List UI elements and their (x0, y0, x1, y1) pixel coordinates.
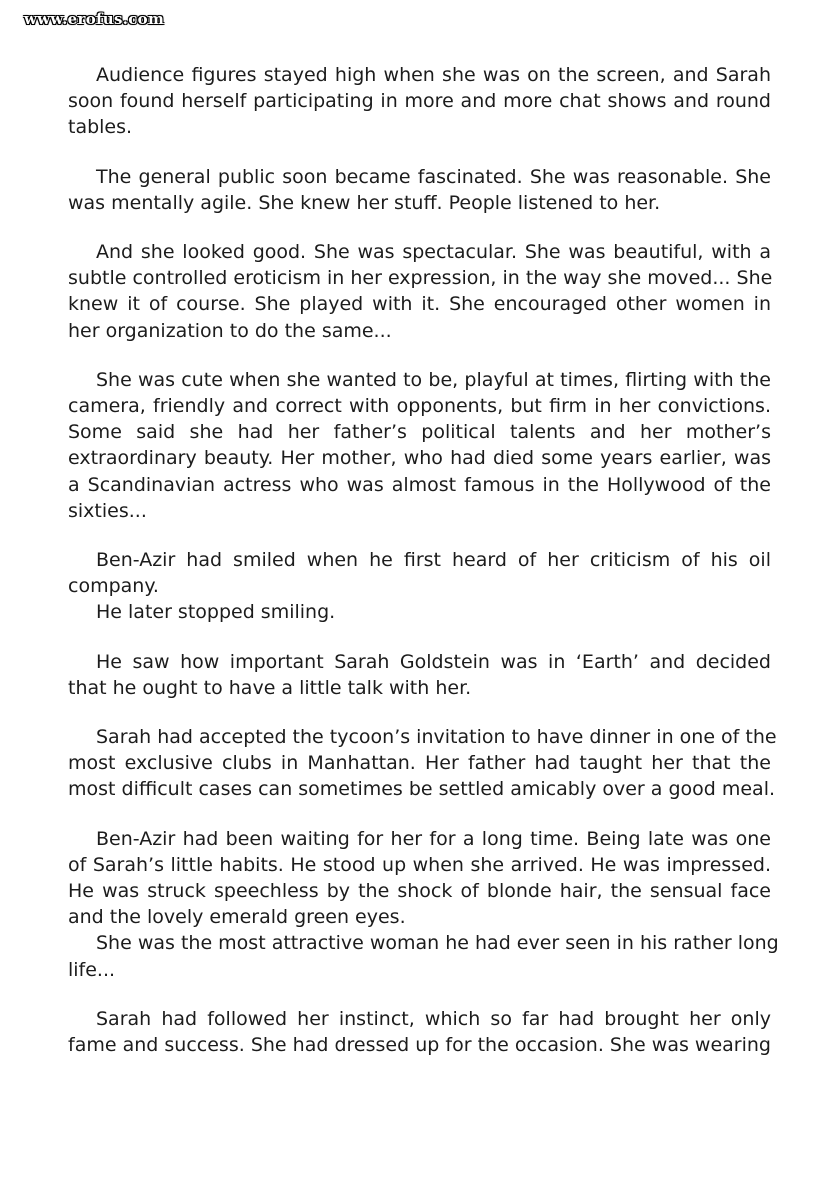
paragraph (68, 826, 779, 983)
text-line: The general public soon became fascinated. She was reasonable. She (96, 165, 771, 188)
document-body (68, 62, 779, 1081)
text-line: company. (68, 575, 159, 598)
text-line: He was struck speechless by the shock of blonde hair, the sensual face (68, 880, 771, 903)
text-line: Audience figures stayed high when she was on the screen, and Sarah (96, 64, 771, 86)
text-line: a Scandinavian actress who was almost famous in the Hollywood of the (68, 473, 771, 496)
paragraph (68, 724, 777, 803)
text-line: most exclusive clubs in Manhattan. Her father had taught her that the (68, 752, 771, 775)
paragraph (68, 239, 771, 344)
text-line: camera, friendly and correct with opponents, but firm in her convictions. (68, 395, 771, 418)
text-line: Ben-Azir had smiled when he first heard of her criticism of his oil (96, 549, 771, 572)
text-line: She was cute when she wanted to be, playful at times, flirting with the (96, 368, 771, 391)
text-line: knew it of course. She played with it. She encouraged other women in (68, 293, 771, 316)
text-line: that he ought to have a little talk with her. (68, 676, 472, 699)
text-line: Sarah had followed her instinct, which so far had brought her only (96, 1007, 771, 1030)
text-line: of Sarah’s little habits. He stood up when she arrived. He was impressed. (68, 853, 771, 876)
text-line: He later stopped smiling. (96, 601, 336, 624)
text-line: soon found herself participating in more and more chat shows and round (68, 90, 771, 113)
paragraph (68, 547, 771, 626)
text-line: extraordinary beauty. Her mother, who had died some years earlier, was (68, 447, 771, 470)
paragraph (68, 62, 771, 141)
watermark-text: www.erofus.com (24, 10, 165, 28)
text-line: her organization to do the same... (68, 319, 392, 342)
text-line: He saw how important Sarah Goldstein was in ‘Earth’ and decided (96, 650, 771, 673)
text-line: And she looked good. She was spectacular. She was beautiful, with a (96, 241, 771, 264)
paragraph (68, 1006, 771, 1058)
text-line: Some said she had her father’s political talents and her mother’s (68, 421, 771, 444)
text-line: and the lovely emerald green eyes. (68, 906, 406, 929)
text-line: subtle controlled eroticism in her expression, in the way she moved... She (68, 267, 773, 290)
text-line: life... (68, 958, 116, 981)
text-line: sixties... (68, 499, 147, 522)
text-line: most difficult cases can sometimes be settled amicably over a good meal. (68, 778, 776, 801)
text-line: fame and success. She had dressed up for the occasion. She was wearing (68, 1034, 771, 1057)
text-line: Sarah had accepted the tycoon’s invitation to have dinner in one of the (96, 726, 777, 749)
paragraph (68, 649, 771, 701)
text-line: tables. (68, 116, 133, 139)
paragraph (68, 164, 771, 216)
text-line: She was the most attractive woman he had ever seen in his rather long (96, 932, 779, 955)
text-line: was mentally agile. She knew her stuff. People listened to her. (68, 191, 661, 214)
paragraph (68, 367, 771, 524)
text-line: Ben-Azir had been waiting for her for a long time. Being late was one (96, 827, 771, 850)
